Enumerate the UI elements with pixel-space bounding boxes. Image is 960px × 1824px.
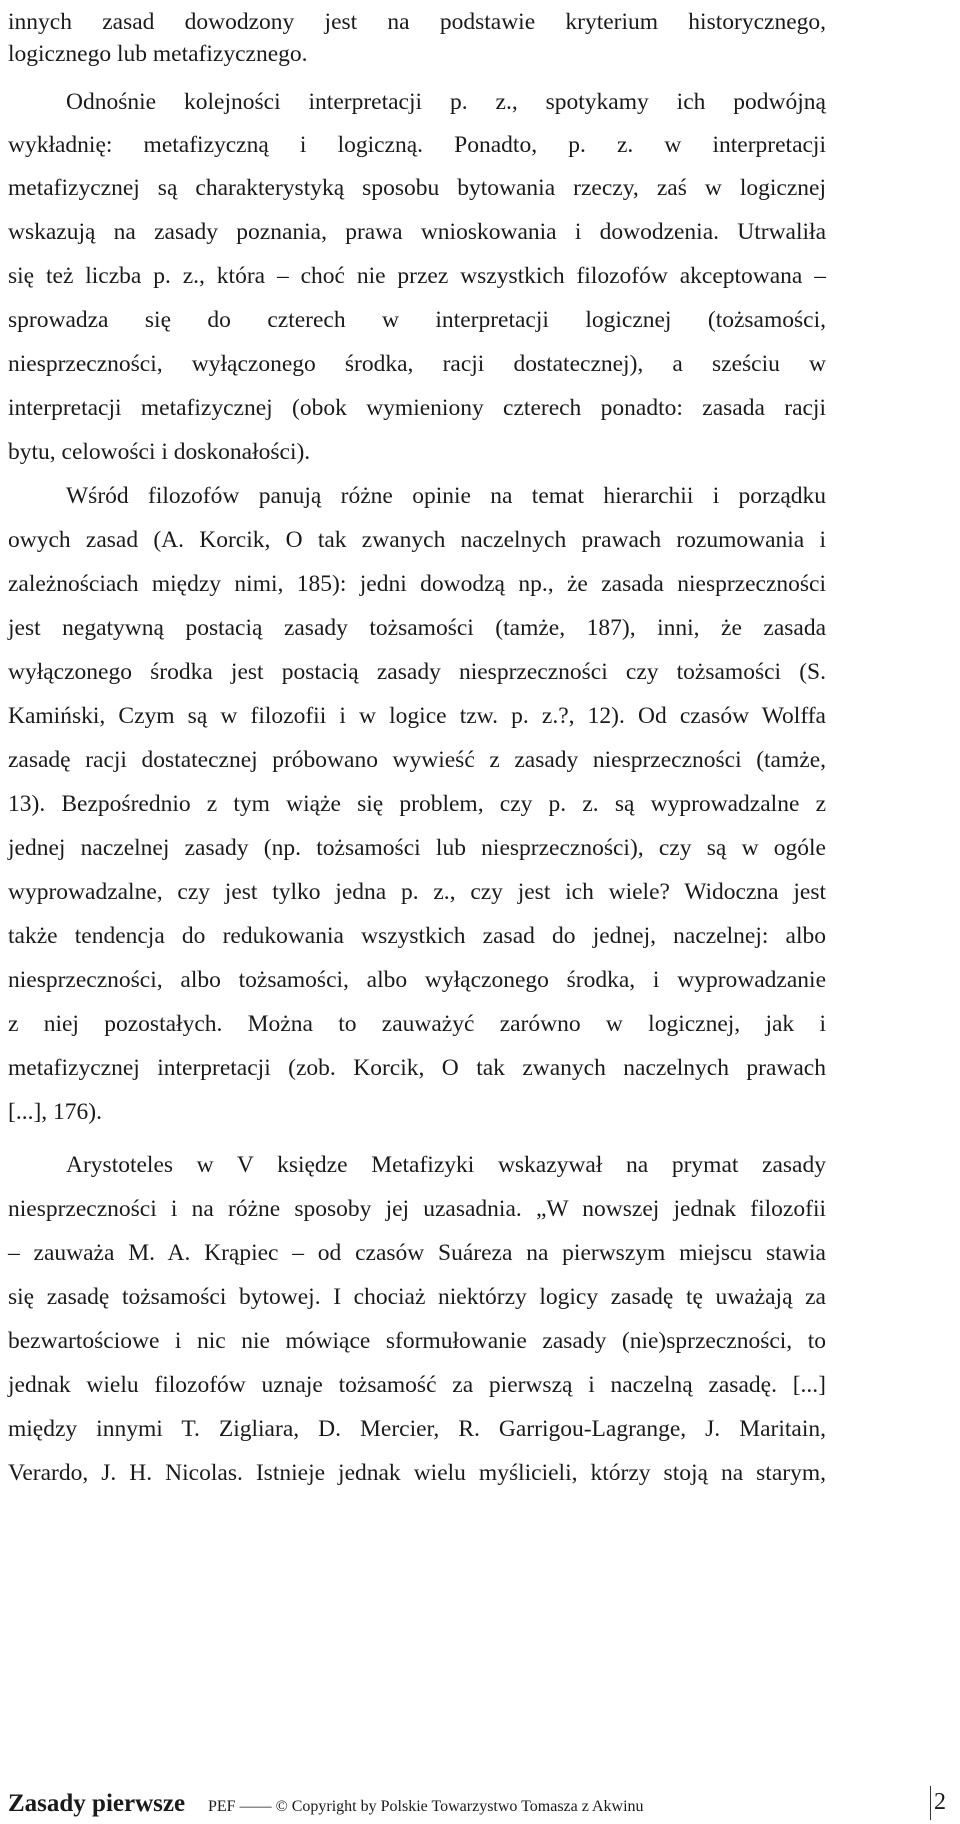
text-line: wyprowadzalne, czy jest tylko jedna p. z., czy jest ich wiele? Widoczna jest [8,879,826,905]
text-line: bytu, celowości i doskonałości). [8,439,311,465]
page-number: 2 [934,1789,946,1815]
text-line: Verardo, J. H. Nicolas. Istnieje jednak wielu myślicieli, którzy stoją na starym, [8,1460,826,1486]
text-line: metafizycznej interpretacji (zob. Korcik, O tak zwanych naczelnych prawach [8,1055,826,1081]
text-line: zasadę racji dostatecznej próbowano wywieść z zasady niesprzeczności (tamże, [8,747,826,773]
text-line: wskazują na zasady poznania, prawa wnioskowania i dowodzenia. Utrwaliła [8,219,826,245]
text-line: sprowadza się do czterech w interpretacji logicznej (tożsamości, [8,307,826,333]
text-line: 13). Bezpośrednio z tym wiąże się problem, czy p. z. są wyprowadzalne z [8,791,826,817]
text-line: między innymi T. Zigliara, D. Mercier, R. Garrigou-Lagrange, J. Maritain, [8,1416,826,1442]
text-line: jest negatywną postacią zasady tożsamości (tamże, 187), inni, że zasada [8,615,826,641]
text-line: Arystoteles w V księdze Metafizyki wskazywał na prymat zasady [66,1152,826,1178]
footer-divider [930,1786,931,1820]
text-line: metafizycznej są charakterystyką sposobu bytowania rzeczy, zaś w logicznej [8,175,826,201]
text-line: niesprzeczności, wyłączonego środka, racji dostatecznej), a sześciu w [8,351,826,377]
text-line: [...], 176). [8,1099,102,1125]
text-line: logicznego lub metafizycznego. [8,41,308,67]
text-line: się zasadę tożsamości bytowej. I chociaż niektórzy logicy zasadę tę uważają za [8,1284,826,1310]
text-line: Kamiński, Czym są w filozofii i w logice tzw. p. z.?, 12). Od czasów Wolffa [8,703,826,729]
text-line: wykładnię: metafizyczną i logiczną. Ponadto, p. z. w interpretacji [8,132,826,158]
text-line: – zauważa M. A. Krąpiec – od czasów Suáreza na pierwszym miejscu stawia [8,1240,826,1266]
text-line: się też liczba p. z., która – choć nie przez wszystkich filozofów akceptowana – [8,263,826,289]
text-line: owych zasad (A. Korcik, O tak zwanych naczelnych prawach rozumowania i [8,527,826,553]
text-line: niesprzeczności, albo tożsamości, albo wyłączonego środka, i wyprowadzanie [8,967,826,993]
text-line: z niej pozostałych. Można to zauważyć zarówno w logicznej, jak i [8,1011,826,1037]
text-line: jednej naczelnej zasady (np. tożsamości lub niesprzeczności), czy są w ogóle [8,835,826,861]
text-line: Wśród filozofów panują różne opinie na temat hierarchii i porządku [66,483,826,509]
page-footer [0,1784,960,1824]
text-line: jednak wielu filozofów uznaje tożsamość za pierwszą i naczelną zasadę. [...] [8,1372,826,1398]
text-line: Odnośnie kolejności interpretacji p. z., spotykamy ich podwójną [66,89,826,115]
text-line: bezwartościowe i nic nie mówiące sformułowanie zasady (nie)sprzeczności, to [8,1328,826,1354]
text-line: także tendencja do redukowania wszystkich zasad do jednej, naczelnej: albo [8,923,826,949]
text-line: wyłączonego środka jest postacią zasady niesprzeczności czy tożsamości (S. [8,659,826,685]
text-line: zależnościach między nimi, 185): jedni dowodzą np., że zasada niesprzeczności [8,571,826,597]
text-line: interpretacji metafizycznej (obok wymieniony czterech ponadto: zasada racji [8,395,826,421]
footer-copyright: PEF —— © Copyright by Polskie Towarzystwo Tomasza z Akwinu [208,1798,644,1815]
text-line: niesprzeczności i na różne sposoby jej uzasadnia. „W nowszej jednak filozofii [8,1196,826,1222]
text-line: innych zasad dowodzony jest na podstawie kryterium historycznego, [8,9,826,35]
footer-title: Zasady pierwsze [8,1790,186,1817]
